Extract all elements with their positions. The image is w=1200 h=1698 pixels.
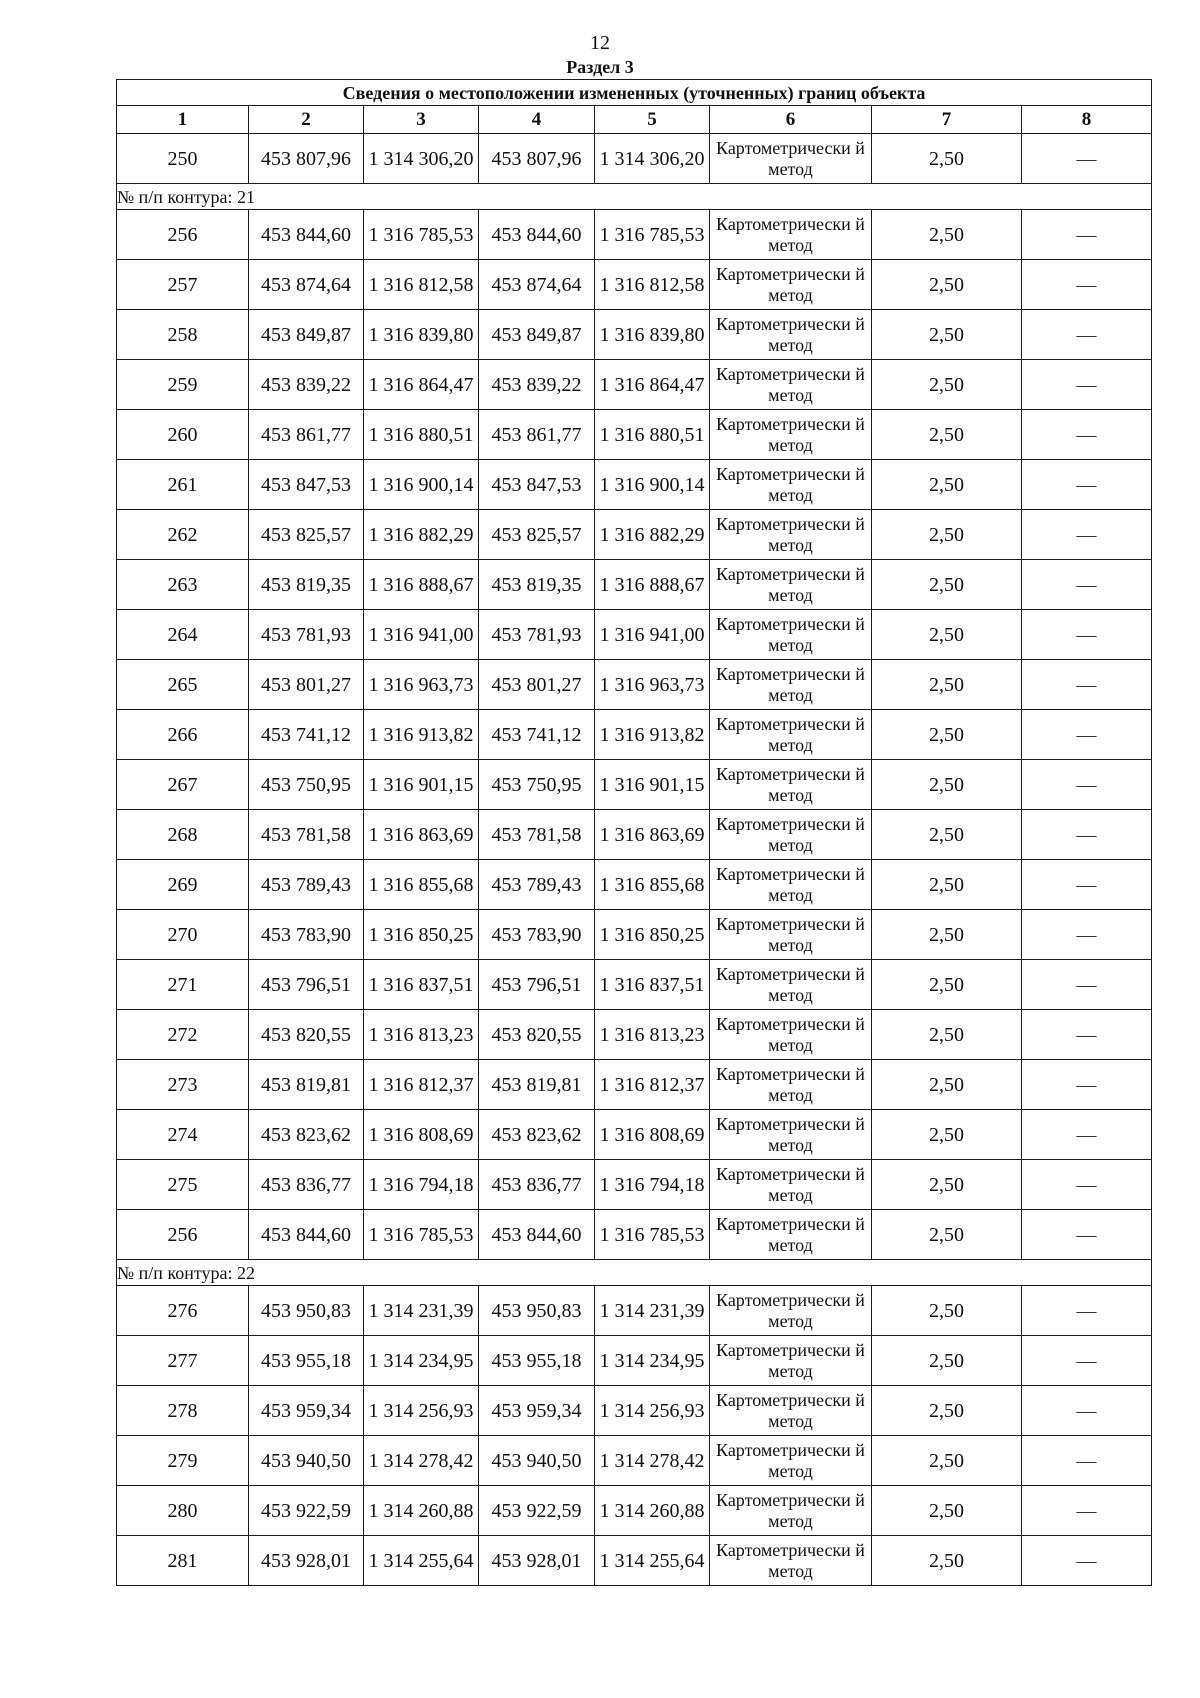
contour-label: № п/п контура: 21 xyxy=(117,184,1152,210)
table-cell: 1 314 306,20 xyxy=(595,134,710,184)
table-cell: 2,50 xyxy=(872,860,1022,910)
page-number: 12 xyxy=(590,32,610,54)
table-row xyxy=(117,710,1152,760)
table-cell: — xyxy=(1022,1486,1152,1536)
table-cell: 2,50 xyxy=(872,260,1022,310)
table-cell: 1 316 794,18 xyxy=(364,1160,479,1210)
table-cell: 2,50 xyxy=(872,134,1022,184)
column-header: 1 xyxy=(117,106,249,134)
table-cell: 1 316 888,67 xyxy=(595,560,710,610)
table-cell: Картометрически й метод xyxy=(710,210,872,260)
table-cell: 453 959,34 xyxy=(249,1386,364,1436)
table-row xyxy=(117,960,1152,1010)
table-cell: 281 xyxy=(117,1536,249,1586)
table-cell: 453 861,77 xyxy=(249,410,364,460)
table-cell: 1 316 963,73 xyxy=(364,660,479,710)
table-cell: 1 314 260,88 xyxy=(364,1486,479,1536)
table-cell: 1 314 278,42 xyxy=(595,1436,710,1486)
table-cell: — xyxy=(1022,860,1152,910)
table-cell: 1 316 839,80 xyxy=(364,310,479,360)
column-header: 7 xyxy=(872,106,1022,134)
table-row xyxy=(117,1436,1152,1486)
table-cell: Картометрически й метод xyxy=(710,1336,872,1386)
table-cell: — xyxy=(1022,960,1152,1010)
table-cell: 265 xyxy=(117,660,249,710)
table-cell: 453 789,43 xyxy=(479,860,595,910)
table-cell: 1 316 901,15 xyxy=(364,760,479,810)
table-cell: 453 796,51 xyxy=(249,960,364,1010)
table-cell: 1 316 837,51 xyxy=(595,960,710,1010)
table-cell: 2,50 xyxy=(872,1486,1022,1536)
table-cell: — xyxy=(1022,1286,1152,1336)
table-cell: 453 807,96 xyxy=(479,134,595,184)
table-cell: 1 314 234,95 xyxy=(364,1336,479,1386)
table-row xyxy=(117,134,1152,184)
table-cell: 2,50 xyxy=(872,310,1022,360)
table-cell: — xyxy=(1022,1436,1152,1486)
table-cell: 453 950,83 xyxy=(249,1286,364,1336)
table-cell: 453 819,35 xyxy=(249,560,364,610)
table-cell: 453 849,87 xyxy=(479,310,595,360)
contour-label: № п/п контура: 22 xyxy=(117,1260,1152,1286)
table-cell: 453 801,27 xyxy=(479,660,595,710)
table-cell: 2,50 xyxy=(872,1536,1022,1586)
table-cell: 1 316 812,58 xyxy=(595,260,710,310)
table-cell: 2,50 xyxy=(872,910,1022,960)
table-cell: 453 807,96 xyxy=(249,134,364,184)
table-cell: Картометрически й метод xyxy=(710,760,872,810)
table-cell: 453 750,95 xyxy=(479,760,595,810)
table-row xyxy=(117,1336,1152,1386)
table-cell: 453 836,77 xyxy=(249,1160,364,1210)
table-cell: 264 xyxy=(117,610,249,660)
table-cell: 453 955,18 xyxy=(249,1336,364,1386)
table-cell: 2,50 xyxy=(872,1386,1022,1436)
table-cell: Картометрически й метод xyxy=(710,1386,872,1436)
table-cell: Картометрически й метод xyxy=(710,1010,872,1060)
table-cell: 279 xyxy=(117,1436,249,1486)
table-cell: — xyxy=(1022,1110,1152,1160)
table-cell: 2,50 xyxy=(872,1060,1022,1110)
table-cell: — xyxy=(1022,760,1152,810)
table-cell: 1 316 808,69 xyxy=(595,1110,710,1160)
table-cell: 453 820,55 xyxy=(249,1010,364,1060)
table-cell: 453 783,90 xyxy=(249,910,364,960)
table-cell: 453 783,90 xyxy=(479,910,595,960)
table-cell: 453 819,35 xyxy=(479,560,595,610)
table-cell: 1 316 882,29 xyxy=(364,510,479,560)
table-cell: Картометрически й метод xyxy=(710,710,872,760)
table-cell: 453 741,12 xyxy=(479,710,595,760)
table-cell: 2,50 xyxy=(872,1110,1022,1160)
table-cell: 453 781,93 xyxy=(479,610,595,660)
table-cell: Картометрически й метод xyxy=(710,610,872,660)
table-cell: 2,50 xyxy=(872,360,1022,410)
table-cell: 453 789,43 xyxy=(249,860,364,910)
column-header: 3 xyxy=(364,106,479,134)
table-cell: 453 820,55 xyxy=(479,1010,595,1060)
contour-row xyxy=(117,184,1152,210)
table-cell: 1 316 901,15 xyxy=(595,760,710,810)
table-cell: 2,50 xyxy=(872,1286,1022,1336)
table-cell: 453 781,58 xyxy=(479,810,595,860)
table-cell: 1 314 234,95 xyxy=(595,1336,710,1386)
table-cell: 1 314 306,20 xyxy=(364,134,479,184)
table-cell: — xyxy=(1022,134,1152,184)
table-row xyxy=(117,1386,1152,1436)
table-cell: 453 940,50 xyxy=(249,1436,364,1486)
table-cell: Картометрически й метод xyxy=(710,810,872,860)
table-cell: 1 316 963,73 xyxy=(595,660,710,710)
table-cell: — xyxy=(1022,510,1152,560)
table-cell: 1 316 941,00 xyxy=(595,610,710,660)
table-cell: Картометрически й метод xyxy=(710,510,872,560)
table-cell: 1 314 278,42 xyxy=(364,1436,479,1486)
table-cell: 453 801,27 xyxy=(249,660,364,710)
table-cell: Картометрически й метод xyxy=(710,660,872,710)
table-cell: 453 847,53 xyxy=(249,460,364,510)
table-cell: 257 xyxy=(117,260,249,310)
table-cell: — xyxy=(1022,310,1152,360)
table-cell: 256 xyxy=(117,210,249,260)
table-cell: — xyxy=(1022,360,1152,410)
table-cell: 2,50 xyxy=(872,610,1022,660)
table-cell: Картометрически й метод xyxy=(710,960,872,1010)
table-cell: 1 316 785,53 xyxy=(595,210,710,260)
table-cell: 453 844,60 xyxy=(479,210,595,260)
table-cell: — xyxy=(1022,1536,1152,1586)
table-cell: 1 316 813,23 xyxy=(364,1010,479,1060)
table-row xyxy=(117,460,1152,510)
table-cell: 453 844,60 xyxy=(249,210,364,260)
table-cell: 1 314 255,64 xyxy=(364,1536,479,1586)
table-cell: — xyxy=(1022,810,1152,860)
table-cell: 453 796,51 xyxy=(479,960,595,1010)
table-header-row xyxy=(117,106,1152,134)
table-row xyxy=(117,910,1152,960)
table-row xyxy=(117,860,1152,910)
table-cell: — xyxy=(1022,1386,1152,1436)
table-row xyxy=(117,1060,1152,1110)
table-cell: Картометрически й метод xyxy=(710,134,872,184)
table-cell: Картометрически й метод xyxy=(710,260,872,310)
table-cell: 453 940,50 xyxy=(479,1436,595,1486)
table-cell: 1 316 785,53 xyxy=(364,210,479,260)
table-cell: — xyxy=(1022,1060,1152,1110)
table-cell: 2,50 xyxy=(872,710,1022,760)
table-row xyxy=(117,360,1152,410)
table-cell: 2,50 xyxy=(872,410,1022,460)
table-cell: 453 844,60 xyxy=(479,1210,595,1260)
table-cell: 1 316 812,37 xyxy=(364,1060,479,1110)
table-cell: Картометрически й метод xyxy=(710,310,872,360)
table-cell: 453 823,62 xyxy=(249,1110,364,1160)
table-cell: 1 314 260,88 xyxy=(595,1486,710,1536)
table-cell: Картометрически й метод xyxy=(710,1486,872,1536)
table-cell: 280 xyxy=(117,1486,249,1536)
table-row xyxy=(117,1486,1152,1536)
table-cell: 1 316 839,80 xyxy=(595,310,710,360)
table-row xyxy=(117,260,1152,310)
table-cell: 259 xyxy=(117,360,249,410)
table-cell: — xyxy=(1022,210,1152,260)
table-cell: — xyxy=(1022,260,1152,310)
table-cell: 261 xyxy=(117,460,249,510)
table-cell: 276 xyxy=(117,1286,249,1336)
table-cell: 453 874,64 xyxy=(479,260,595,310)
table-cell: 1 316 888,67 xyxy=(364,560,479,610)
column-header: 8 xyxy=(1022,106,1152,134)
table-cell: 453 839,22 xyxy=(479,360,595,410)
table-cell: 2,50 xyxy=(872,1210,1022,1260)
table-cell: 2,50 xyxy=(872,510,1022,560)
table-cell: 453 781,58 xyxy=(249,810,364,860)
column-header: 4 xyxy=(479,106,595,134)
table-cell: — xyxy=(1022,710,1152,760)
table-cell: 1 316 808,69 xyxy=(364,1110,479,1160)
table-cell: 250 xyxy=(117,134,249,184)
table-cell: 1 316 855,68 xyxy=(595,860,710,910)
table-row xyxy=(117,210,1152,260)
table-row xyxy=(117,310,1152,360)
table-cell: 1 316 813,23 xyxy=(595,1010,710,1060)
table-cell: 1 316 864,47 xyxy=(595,360,710,410)
table-cell: 2,50 xyxy=(872,810,1022,860)
boundary-coordinates-table xyxy=(116,79,1152,1586)
section-title: Раздел 3 xyxy=(566,57,634,77)
table-cell: 1 316 837,51 xyxy=(364,960,479,1010)
table-cell: 272 xyxy=(117,1010,249,1060)
table-cell: 1 314 256,93 xyxy=(595,1386,710,1436)
table-cell: 2,50 xyxy=(872,1160,1022,1210)
table-cell: 453 874,64 xyxy=(249,260,364,310)
table-cell: 453 928,01 xyxy=(479,1536,595,1586)
table-row xyxy=(117,1210,1152,1260)
table-cell: — xyxy=(1022,660,1152,710)
table-cell: 1 316 855,68 xyxy=(364,860,479,910)
table-cell: 453 825,57 xyxy=(479,510,595,560)
table-cell: 1 316 900,14 xyxy=(595,460,710,510)
table-cell: 1 316 785,53 xyxy=(595,1210,710,1260)
table-cell: 1 316 850,25 xyxy=(364,910,479,960)
table-cell: 260 xyxy=(117,410,249,460)
table-cell: Картометрически й метод xyxy=(710,1160,872,1210)
column-header: 2 xyxy=(249,106,364,134)
table-cell: 256 xyxy=(117,1210,249,1260)
table-cell: 268 xyxy=(117,810,249,860)
table-row xyxy=(117,610,1152,660)
table-cell: 1 316 863,69 xyxy=(595,810,710,860)
table-cell: 274 xyxy=(117,1110,249,1160)
table-cell: 453 844,60 xyxy=(249,1210,364,1260)
table-cell: 1 316 794,18 xyxy=(595,1160,710,1210)
table-cell: Картометрически й метод xyxy=(710,910,872,960)
table-cell: 453 847,53 xyxy=(479,460,595,510)
table-cell: Картометрически й метод xyxy=(710,1210,872,1260)
table-cell: 2,50 xyxy=(872,1336,1022,1386)
table-cell: 1 316 880,51 xyxy=(364,410,479,460)
table-cell: 278 xyxy=(117,1386,249,1436)
table-cell: 1 316 900,14 xyxy=(364,460,479,510)
table-cell: 1 316 913,82 xyxy=(364,710,479,760)
table-row xyxy=(117,510,1152,560)
table-cell: Картометрически й метод xyxy=(710,1536,872,1586)
table-caption-row xyxy=(117,80,1152,106)
table-cell: 453 950,83 xyxy=(479,1286,595,1336)
table-cell: 453 928,01 xyxy=(249,1536,364,1586)
table-cell: 270 xyxy=(117,910,249,960)
table-cell: 1 314 255,64 xyxy=(595,1536,710,1586)
table-cell: 453 922,59 xyxy=(249,1486,364,1536)
table-cell: 1 316 864,47 xyxy=(364,360,479,410)
table-cell: — xyxy=(1022,1210,1152,1260)
table-cell: 1 316 785,53 xyxy=(364,1210,479,1260)
table-cell: 263 xyxy=(117,560,249,610)
table-cell: 275 xyxy=(117,1160,249,1210)
table-cell: 271 xyxy=(117,960,249,1010)
table-cell: 1 316 882,29 xyxy=(595,510,710,560)
table-cell: 453 959,34 xyxy=(479,1386,595,1436)
table-cell: — xyxy=(1022,410,1152,460)
table-cell: 273 xyxy=(117,1060,249,1110)
table-cell: 453 781,93 xyxy=(249,610,364,660)
table-cell: 453 750,95 xyxy=(249,760,364,810)
table-cell: 2,50 xyxy=(872,460,1022,510)
table-row xyxy=(117,1536,1152,1586)
table-cell: 269 xyxy=(117,860,249,910)
table-cell: 453 839,22 xyxy=(249,360,364,410)
table-cell: — xyxy=(1022,1160,1152,1210)
table-cell: 453 861,77 xyxy=(479,410,595,460)
table-row xyxy=(117,1110,1152,1160)
table-cell: — xyxy=(1022,910,1152,960)
table-cell: 453 741,12 xyxy=(249,710,364,760)
table-cell: 266 xyxy=(117,710,249,760)
table-cell: 1 316 880,51 xyxy=(595,410,710,460)
table-row xyxy=(117,660,1152,710)
table-cell: 277 xyxy=(117,1336,249,1386)
table-cell: Картометрически й метод xyxy=(710,410,872,460)
table-cell: 2,50 xyxy=(872,960,1022,1010)
table-cell: — xyxy=(1022,560,1152,610)
table-cell: 1 314 231,39 xyxy=(595,1286,710,1336)
table-row xyxy=(117,560,1152,610)
column-header: 5 xyxy=(595,106,710,134)
table-cell: 2,50 xyxy=(872,760,1022,810)
table-row xyxy=(117,410,1152,460)
table-row xyxy=(117,1286,1152,1336)
table-cell: 1 314 256,93 xyxy=(364,1386,479,1436)
table-cell: 2,50 xyxy=(872,560,1022,610)
table-cell: 453 819,81 xyxy=(249,1060,364,1110)
contour-row xyxy=(117,1260,1152,1286)
table-cell: — xyxy=(1022,1010,1152,1060)
column-header: 6 xyxy=(710,106,872,134)
table-cell: — xyxy=(1022,1336,1152,1386)
table-cell: — xyxy=(1022,460,1152,510)
table-cell: Картометрически й метод xyxy=(710,560,872,610)
table-cell: 2,50 xyxy=(872,1010,1022,1060)
table-cell: 453 955,18 xyxy=(479,1336,595,1386)
table-cell: 1 316 812,37 xyxy=(595,1060,710,1110)
table-cell: 453 819,81 xyxy=(479,1060,595,1110)
table-row xyxy=(117,760,1152,810)
table-cell: 1 316 863,69 xyxy=(364,810,479,860)
table-cell: Картометрически й метод xyxy=(710,1286,872,1336)
table-cell: Картометрически й метод xyxy=(710,860,872,910)
table-cell: 453 922,59 xyxy=(479,1486,595,1536)
table-caption: Сведения о местоположении измененных (уточненных) границ объекта xyxy=(117,80,1152,106)
table-cell: Картометрически й метод xyxy=(710,1060,872,1110)
table-cell: 262 xyxy=(117,510,249,560)
table-cell: 1 316 941,00 xyxy=(364,610,479,660)
table-cell: 453 836,77 xyxy=(479,1160,595,1210)
table-cell: Картометрически й метод xyxy=(710,360,872,410)
table-cell: 1 316 850,25 xyxy=(595,910,710,960)
table-cell: 2,50 xyxy=(872,660,1022,710)
table-row xyxy=(117,1010,1152,1060)
table-cell: 1 314 231,39 xyxy=(364,1286,479,1336)
table-cell: 267 xyxy=(117,760,249,810)
table-cell: 1 316 913,82 xyxy=(595,710,710,760)
table-cell: Картометрически й метод xyxy=(710,1110,872,1160)
table-cell: Картометрически й метод xyxy=(710,460,872,510)
table-cell: 2,50 xyxy=(872,1436,1022,1486)
table-body xyxy=(117,134,1152,1586)
table-row xyxy=(117,810,1152,860)
table-cell: 258 xyxy=(117,310,249,360)
table-cell: — xyxy=(1022,610,1152,660)
table-cell: 453 823,62 xyxy=(479,1110,595,1160)
table-row xyxy=(117,1160,1152,1210)
table-cell: Картометрически й метод xyxy=(710,1436,872,1486)
table-cell: 453 849,87 xyxy=(249,310,364,360)
table-cell: 453 825,57 xyxy=(249,510,364,560)
table-cell: 2,50 xyxy=(872,210,1022,260)
table-cell: 1 316 812,58 xyxy=(364,260,479,310)
